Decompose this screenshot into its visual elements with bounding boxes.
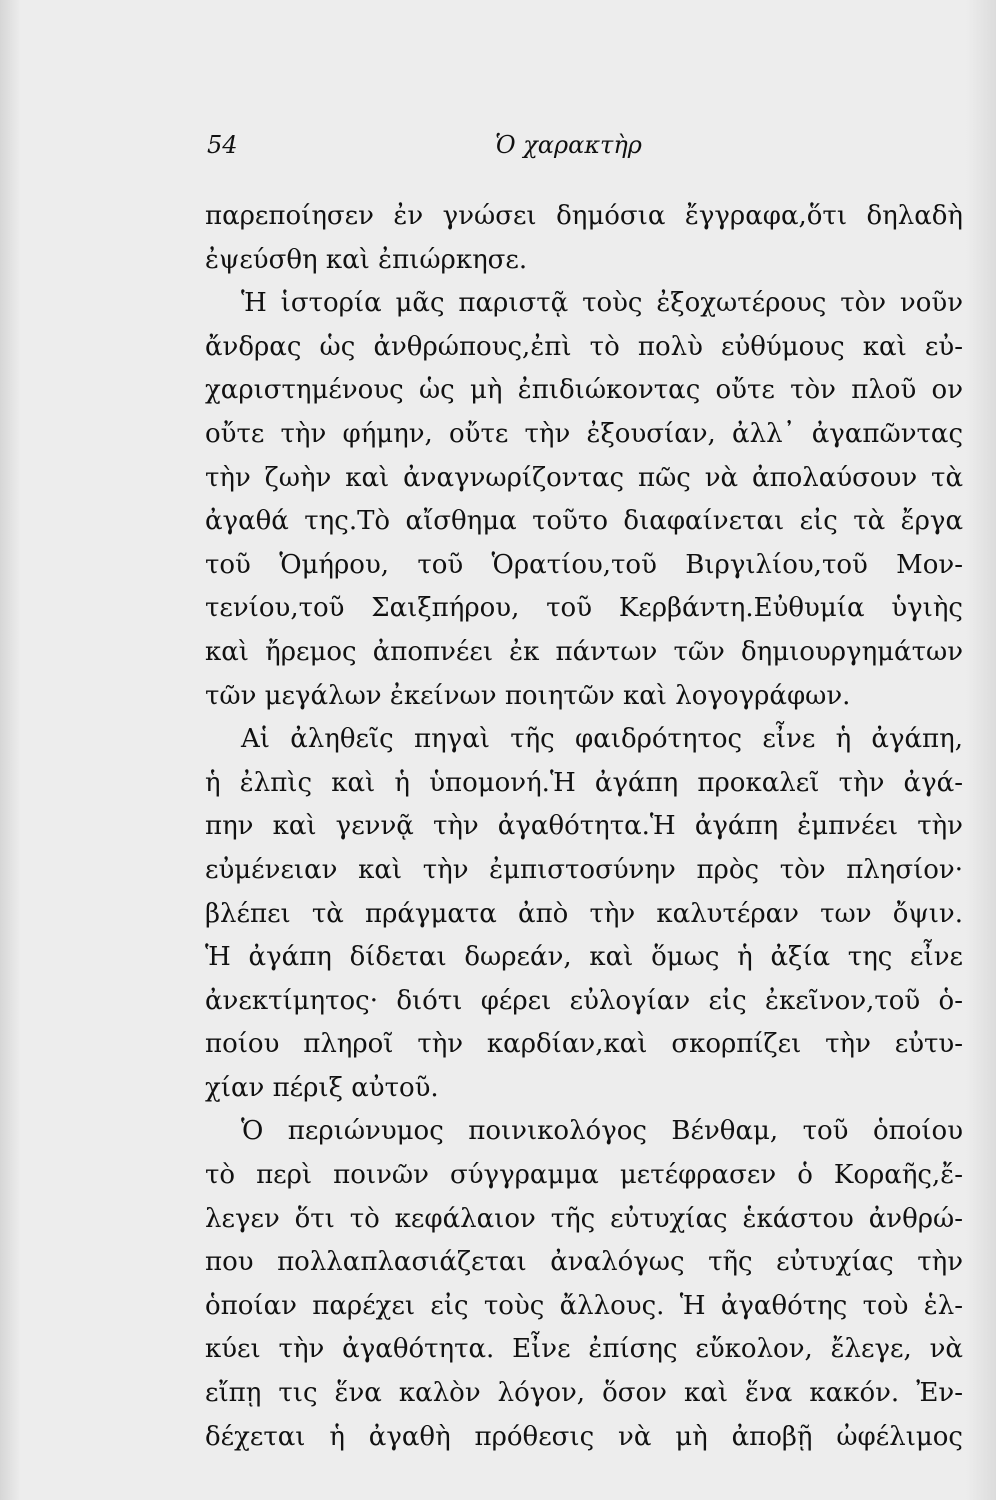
text-line: ἡ ἐλπὶς καὶ ἡ ὑπομονή.Ἡ ἀγάπη προκαλεῖ τὴν ἀγά- [205, 767, 963, 798]
text-line: εὐμένειαν καὶ τὴν ἐμπιστοσύνην πρὸς τὸν πλησίον· [205, 854, 963, 885]
text-line: τοῦ Ὁμήρου, τοῦ Ὁρατίου,τοῦ Βιργιλίου,τοῦ Μον- [205, 549, 963, 580]
text-line: οὔτε τὴν φήμην, οὔτε τὴν ἐξουσίαν, ἀλλ᾽ ἀγαπῶντας [205, 418, 963, 449]
text-line: τὸ περὶ ποινῶν σύγγραμμα μετέφρασεν ὁ Κοραῆς,ἔ- [205, 1160, 963, 1191]
text-line: ἀνεκτίμητος· διότι φέρει εὐλογίαν εἰς ἐκεῖνον,τοῦ ὁ- [205, 985, 963, 1016]
text-line: ἄνδρας ὡς ἀνθρώπους,ἐπὶ τὸ πολὺ εὐθύμους καὶ εὐ- [205, 331, 963, 362]
text-line: τὴν ζωὴν καὶ ἀναγνωρίζοντας πῶς νὰ ἀπολαύσουν τὰ [205, 462, 963, 493]
text-line: κύει τὴν ἀγαθότητα. Εἶνε ἐπίσης εὔκολον, ἔλεγε, νὰ [205, 1334, 963, 1365]
text-line: Ἡ ἀγάπη δίδεται δωρεάν, καὶ ὅμως ἡ ἀξία της εἶνε [205, 942, 963, 973]
text-line: ποίου πληροῖ τὴν καρδίαν,καὶ σκορπίζει τὴν εὐτυ- [205, 1029, 963, 1060]
page-spine-shadow [0, 0, 20, 1500]
text-line: καὶ ἤρεμος ἀποπνέει ἐκ πάντων τῶν δημιουργημάτων [205, 636, 963, 667]
body-text [205, 195, 963, 1459]
text-line: πην καὶ γεννᾷ τὴν ἀγαθότητα.Ἡ ἀγάπη ἐμπνέει τὴν [205, 811, 963, 842]
page-number: 54 [207, 131, 238, 159]
text-line: χαριστημένους ὡς μὴ ἐπιδιώκοντας οὔτε τὸν πλοῦ ον [205, 375, 963, 406]
text-line: χίαν πέριξ αὐτοῦ. [205, 1072, 439, 1103]
text-line: ἐψεύσθη καὶ ἐπιώρκησε. [205, 244, 528, 275]
text-line: Αἱ ἀληθεῖς πηγαὶ τῆς φαιδρότητος εἶνε ἡ ἀγάπη, [241, 724, 963, 755]
text-line: που πολλαπλασιάζεται ἀναλόγως τῆς εὐτυχίας τὴν [205, 1247, 963, 1278]
running-title: Ὁ χαρακτὴρ [495, 131, 642, 159]
text-line: Ἡ ἱστορία μᾶς παριστᾷ τοὺς ἐξοχωτέρους τὸν νοῦν [241, 288, 963, 319]
text-line: ἀγαθά της.Τὸ αἴσθημα τοῦτο διαφαίνεται εἰς τὰ ἔργα [205, 506, 963, 537]
text-line: Ὁ περιώνυμος ποινικολόγος Βένθαμ, τοῦ ὁποίου [241, 1116, 963, 1147]
text-line: λεγεν ὅτι τὸ κεφάλαιον τῆς εὐτυχίας ἑκάστου ἀνθρώ- [205, 1203, 963, 1234]
page-header [207, 128, 967, 162]
text-line: βλέπει τὰ πράγματα ἀπὸ τὴν καλυτέραν των ὄψιν. [205, 898, 963, 929]
text-line: παρεποίησεν ἐν γνώσει δημόσια ἔγγραφα,ὅτι δηλαδὴ [205, 201, 963, 231]
text-line: δέχεται ἡ ἀγαθὴ πρόθεσις νὰ μὴ ἀποβῇ ὠφέλιμος [205, 1421, 963, 1452]
text-line: ὁποίαν παρέχει εἰς τοὺς ἄλλους. Ἡ ἀγαθότης τοὺ ἑλ- [205, 1290, 963, 1321]
text-line: εἴπῃ τις ἕνα καλὸν λόγον, ὅσον καὶ ἕνα κακόν. Ἐν- [205, 1378, 963, 1409]
page-edge-shadow [966, 0, 996, 1500]
text-line: τῶν μεγάλων ἐκείνων ποιητῶν καὶ λογογράφων. [205, 680, 851, 711]
text-line: τενίου,τοῦ Σαιξπήρου, τοῦ Κερβάντη.Εὐθυμία ὑγιὴς [205, 593, 963, 624]
